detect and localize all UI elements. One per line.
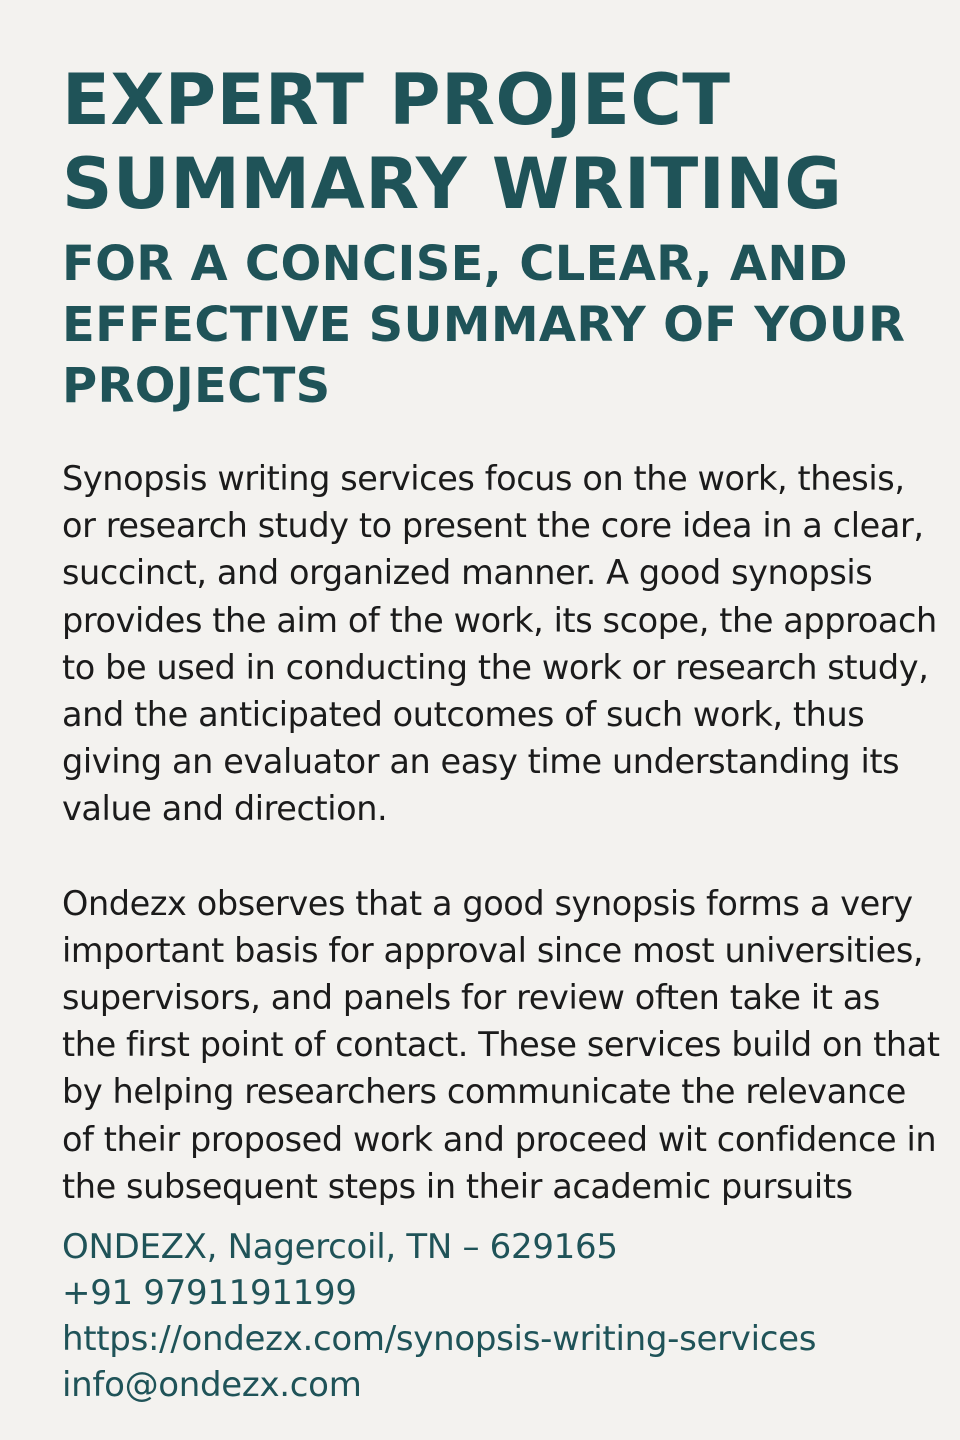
contact-address: ONDEZX, Nagercoil, TN – 629165: [62, 1227, 618, 1268]
contact-phone-link[interactable]: +91 9791191199: [62, 1273, 357, 1314]
page-content: [62, 58, 942, 1408]
body-paragraph-2: Ondezx observes that a good synopsis forms a very important basis for approval since most universities, supervisors, and panels for review often take it as the first point of contact. These services build on that by helping researchers communicate the relevance of their proposed work and proceed wit confidence in the subsequent steps in their academic pursuits: [62, 883, 940, 1206]
contact-email-link[interactable]: info@ondezx.com: [62, 1365, 362, 1406]
page-subtitle: FOR A CONCISE, CLEAR, AND EFFECTIVE SUMMARY OF YOUR PROJECTS: [62, 236, 906, 414]
page-title: EXPERT PROJECT SUMMARY WRITING: [62, 59, 843, 225]
body-paragraph-1: Synopsis writing services focus on the work, thesis, or research study to present the core idea in a clear, succinct, and organized manner. A good synopsis provides the aim of the work, its scope, the approach to be used in conducting the work or research study, and the anticipated outcomes of such work, thus giving an evaluator an easy time understanding its value and direction.: [62, 459, 937, 829]
contact-block: [62, 1224, 942, 1408]
contact-website-link[interactable]: https://ondezx.com/synopsis-writing-services: [62, 1319, 817, 1360]
